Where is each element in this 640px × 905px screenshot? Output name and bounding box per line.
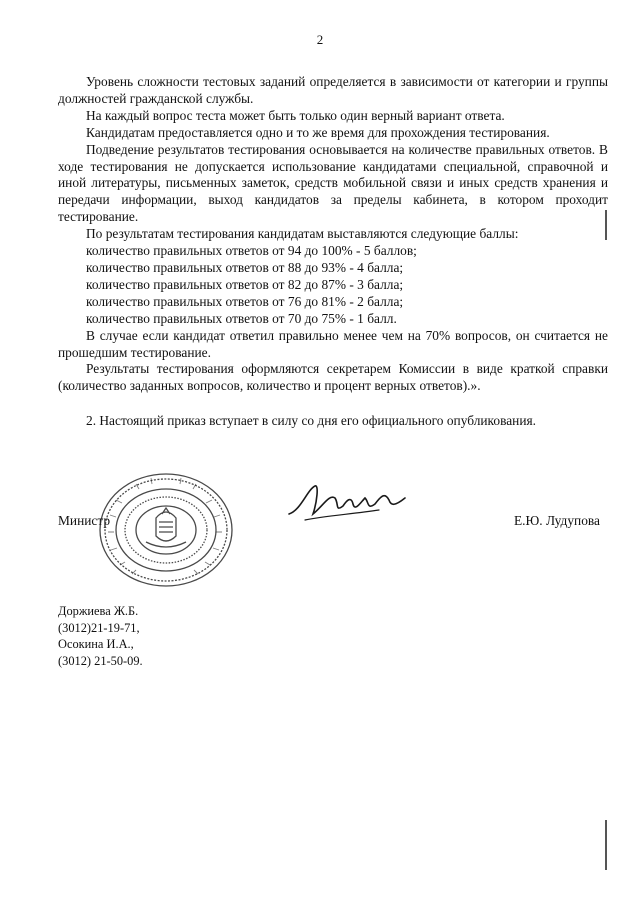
paragraph-one-answer: На каждый вопрос теста может быть только один верный вариант ответа. <box>86 107 505 123</box>
score-line-3: количество правильных ответов от 82 до 87% - 3 балла; <box>86 276 404 292</box>
contacts-block <box>58 603 143 669</box>
paragraph-effective-date: 2. Настоящий приказ вступает в силу со дня его официального опубликования. <box>86 413 536 429</box>
paragraph-difficulty: Уровень сложности тестовых заданий определяется в зависимости от категории и группы должностей гражданской службы. <box>58 74 608 106</box>
page-number: 2 <box>316 32 324 47</box>
score-line-1: количество правильных ответов от 70 до 75% - 1 балл. <box>86 310 397 326</box>
official-seal-icon <box>96 470 236 590</box>
contact-phone-2: (3012) 21-50-09. <box>58 653 143 668</box>
signer-position: Министр <box>58 513 111 528</box>
paragraph-results-doc: Результаты тестирования оформляются секретарем Комиссии в виде краткой справки (количество заданных вопросов, количество и процент верных ответов).». <box>58 361 608 394</box>
score-line-5: количество правильных ответов от 94 до 100% - 5 баллов; <box>86 243 417 259</box>
scan-artifact <box>605 210 607 240</box>
paragraph-failed: В случае если кандидат ответил правильно менее чем на 70% вопросов, он считается не прошедшим тестирование. <box>58 327 608 360</box>
document-body <box>58 74 608 430</box>
paragraph-scores-intro: По результатам тестирования кандидатам выставляются следующие баллы: <box>86 226 519 242</box>
paragraph-results-basis: Подведение результатов тестирования основывается на количестве правильных ответов. В ходе тестирования не допускается использование кандидатами специальной, справочной и иной литературы, письменных заметок, средств мобильной связи и иных средств хранения и передачи информации, выход кандидатов за пределы кабинета, в котором проходит тестирование. <box>58 141 608 225</box>
score-line-4: количество правильных ответов от 88 до 93% - 4 балла; <box>86 259 404 275</box>
paragraph-same-time: Кандидатам предоставляется одно и то же время для прохождения тестирования. <box>86 124 550 140</box>
signature-block <box>58 470 608 600</box>
scan-artifact <box>605 820 607 870</box>
contact-name-2: Осокина И.А., <box>58 637 134 652</box>
score-line-2: количество правильных ответов от 76 до 81% - 2 балла; <box>86 293 404 309</box>
contact-phone-1: (3012)21-19-71, <box>58 620 140 635</box>
contact-name-1: Доржиева Ж.Б. <box>58 604 139 618</box>
signer-name: Е.Ю. Лудупова <box>513 513 600 528</box>
handwritten-signature-icon <box>283 480 413 525</box>
